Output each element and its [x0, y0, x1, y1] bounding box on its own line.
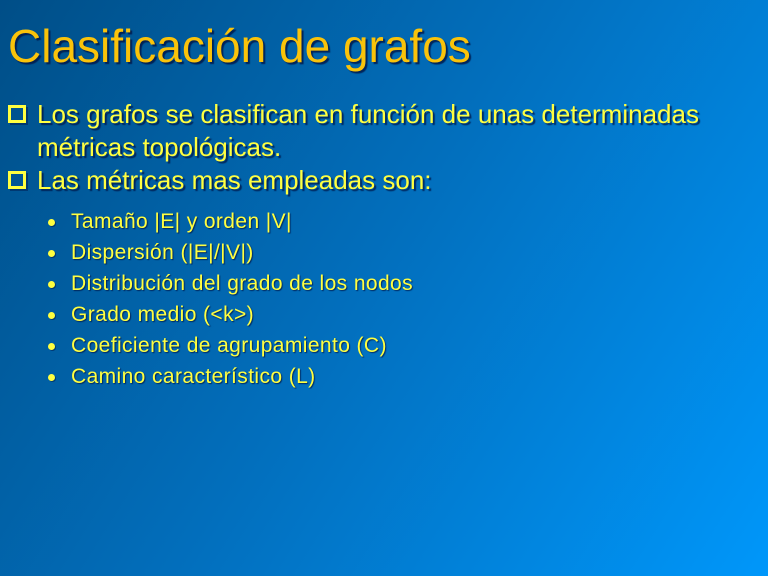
bullet-text: Los grafos se clasifican en función de unas determinadas métricas topológicas.	[37, 99, 699, 162]
sub-bullet-list	[8, 211, 760, 387]
bullet-item	[8, 164, 760, 197]
list-item	[48, 242, 760, 263]
bullet-item	[8, 98, 760, 164]
dot-bullet-icon	[48, 312, 55, 319]
slide-body	[8, 98, 760, 397]
sub-bullet-text: Tamaño |E| y orden |V|	[71, 210, 292, 233]
dot-bullet-icon	[48, 374, 55, 381]
sub-bullet-text: Coeficiente de agrupamiento (C)	[71, 334, 387, 357]
sub-bullet-text: Camino característico (L)	[71, 365, 316, 388]
sub-bullet-text: Dispersión (|E|/|V|)	[71, 241, 254, 264]
checkbox-bullet-icon	[8, 105, 26, 123]
list-item	[48, 273, 760, 294]
list-item	[48, 304, 760, 325]
dot-bullet-icon	[48, 219, 55, 226]
sub-bullet-text: Distribución del grado de los nodos	[71, 272, 414, 295]
sub-bullet-text: Grado medio (<k>)	[71, 303, 255, 326]
dot-bullet-icon	[48, 250, 55, 257]
checkbox-bullet-icon	[8, 171, 26, 189]
dot-bullet-icon	[48, 343, 55, 350]
bullet-text: Las métricas mas empleadas son:	[37, 165, 432, 195]
slide-title: Clasificación de grafos	[8, 20, 471, 72]
list-item	[48, 335, 760, 356]
dot-bullet-icon	[48, 281, 55, 288]
list-item	[48, 366, 760, 387]
list-item	[48, 211, 760, 232]
